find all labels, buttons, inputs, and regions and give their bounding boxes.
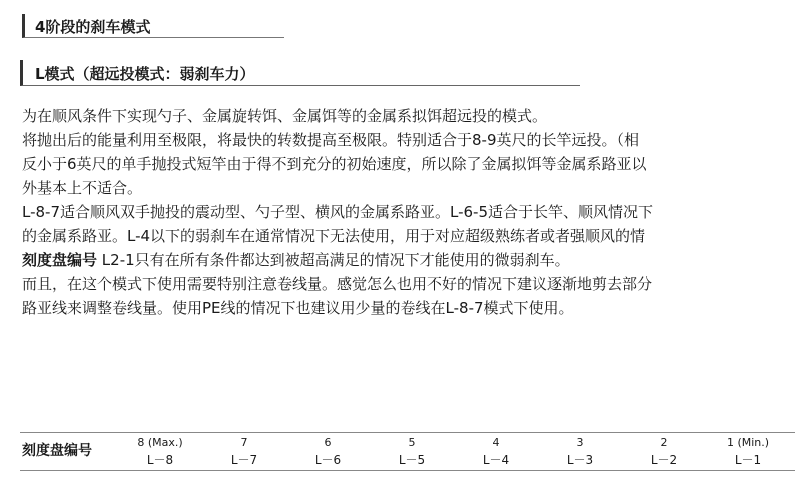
dial-number: 5 [408, 436, 416, 449]
text-line: 路亚线来调整卷线量。使用PE线的情况下也建议用少量的卷线在L-8-7模式下使用。 [22, 299, 574, 317]
dial-scale-table [20, 424, 795, 484]
description-paragraph [22, 104, 806, 320]
dial-position: L－8 [146, 453, 174, 467]
text-line: 而且，在这个模式下使用需要特别注意卷线量。感觉怎么也用不好的情况下建议逐渐地剪去部分 [22, 275, 653, 293]
dial-number: 4 [492, 436, 500, 449]
text-line-overlay [22, 248, 806, 272]
mode-heading [20, 60, 580, 86]
text-line: 为在顺风条件下实现勺子、金属旋转饵、金属饵等的金属系拟饵超远投的模式。 [22, 107, 548, 125]
dial-position: L－6 [314, 453, 342, 467]
dial-number-inline-label: 刻度盘编号 [22, 251, 98, 269]
text-line: 将抛出后的能量利用至极限，将最快的转数提高至极限。特别适合于8-9英尺的长竿远投。（相 [22, 131, 640, 149]
dial-number: 7 [240, 436, 248, 449]
mode-heading-text: L模式（超远投模式：弱刹车力） [35, 65, 255, 83]
dial-number: 6 [324, 436, 332, 449]
section-heading-text: 4阶段的刹车模式 [35, 18, 151, 36]
dial-number: 1 (Min.) [726, 436, 770, 449]
divider [20, 432, 795, 433]
dial-position: L－7 [230, 453, 258, 467]
dial-number: 8 (Max.) [137, 436, 183, 449]
divider [20, 470, 795, 471]
dial-label: 刻度盘编号 [22, 443, 92, 459]
text-line: L-8-7适合顺风双手抛投的震动型、勺子型、横风的金属系路亚。L-6-5适合于长竿、顺风情况下 [22, 203, 654, 221]
dial-number: 3 [576, 436, 584, 449]
text-line: 的金属系路亚。L-4以下的弱刹车在通常情况下无法使用，用于对应超级熟练者或者强顺风的情 [22, 227, 646, 245]
dial-position: L－4 [482, 453, 510, 467]
text-line-rest: L2-1只有在所有条件都达到被超高满足的情况下才能使用的微弱刹车。 [101, 251, 570, 269]
dial-position: L－3 [566, 453, 594, 467]
section-heading [22, 14, 284, 38]
dial-position: L－2 [650, 453, 678, 467]
dial-position: L－1 [734, 453, 762, 467]
text-line: 外基本上不适合。 [22, 179, 143, 197]
text-line: 反小于6英尺的单手抛投式短竿由于得不到充分的初始速度，所以除了金属拟饵等金属系路亚以 [22, 155, 647, 173]
dial-number: 2 [660, 436, 668, 449]
dial-position: L－5 [398, 453, 426, 467]
